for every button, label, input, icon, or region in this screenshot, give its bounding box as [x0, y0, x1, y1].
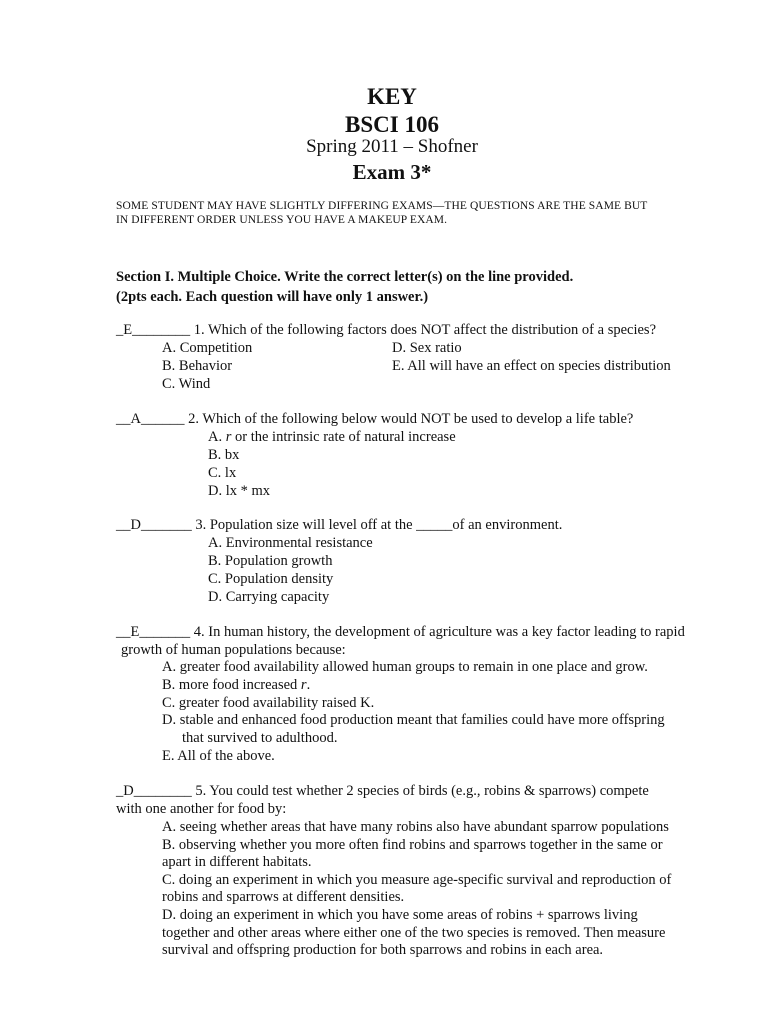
option-c: C. doing an experiment in which you measure age-specific survival and reproduction of: [162, 872, 672, 888]
notice-line: IN DIFFERENT ORDER UNLESS YOU HAVE A MAKEUP EXAM.: [116, 214, 448, 226]
question-text: 4. In human history, the development of agriculture was a key factor leading to rapid: [193, 624, 685, 640]
option-c: C. Population density: [208, 571, 334, 587]
option-d: D. doing an experiment in which you have some areas of robins + sparrows living: [162, 907, 638, 923]
option-d-continued: together and other areas where either one of the two species is removed. Then measure: [162, 925, 666, 941]
option-label: A.: [208, 429, 226, 445]
section-heading: Section I. Multiple Choice. Write the correct letter(s) on the line provided.: [116, 269, 574, 285]
question-1: [116, 321, 656, 339]
question-text: 2. Which of the following below would NOT be used to develop a life table?: [188, 411, 634, 427]
option-b: B. Population growth: [208, 553, 333, 569]
option-d-continued: survival and offspring production for both sparrows and robins in each area.: [162, 942, 604, 958]
question-text-continued: with one another for food by:: [116, 801, 287, 817]
italic-r: r: [225, 429, 232, 445]
option-c: C. Wind: [162, 376, 211, 392]
option-a: A. Environmental resistance: [208, 535, 373, 551]
notice-line: SOME STUDENT MAY HAVE SLIGHTLY DIFFERING EXAMS—THE QUESTIONS ARE THE SAME BUT: [116, 200, 648, 212]
option-b: B. bx: [208, 447, 240, 463]
option-d: D. stable and enhanced food production meant that families could have more offspring: [162, 712, 665, 728]
option-text: .: [306, 677, 311, 693]
question-text: 5. You could test whether 2 species of birds (e.g., robins & sparrows) compete: [195, 783, 649, 799]
option-a: A. greater food availability allowed human groups to remain in one place and grow.: [162, 659, 648, 675]
question-text: 3. Population size will level off at the _____of an environment.: [195, 517, 563, 533]
option-b: B. Behavior: [162, 358, 233, 374]
option-e: E. All will have an effect on species distribution: [392, 358, 671, 374]
option-e: E. All of the above.: [162, 748, 275, 764]
question-2: [116, 410, 633, 428]
course-title: BSCI 106: [345, 112, 439, 137]
section-instructions: (2pts each. Each question will have only 1 answer.): [116, 289, 429, 305]
answer-blank: _D________: [116, 783, 192, 799]
option-b: [162, 676, 310, 694]
question-3: [116, 516, 562, 534]
answer-blank: __E_______: [116, 624, 191, 640]
notice: [116, 199, 716, 227]
question-text-continued: growth of human populations because:: [121, 642, 346, 658]
question-text: 1. Which of the following factors does NOT affect the distribution of a species?: [193, 322, 656, 338]
answer-blank: __A______: [116, 411, 185, 427]
option-c-continued: robins and sparrows at different densities.: [162, 889, 405, 905]
option-c: C. lx: [208, 465, 237, 481]
question-4: [116, 623, 685, 641]
answer-blank: __D_______: [116, 517, 192, 533]
option-a: A. Competition: [162, 340, 253, 356]
term-line: Spring 2011 – Shofner: [306, 136, 478, 157]
option-label: B. more food increased: [162, 677, 301, 693]
option-d-continued: that survived to adulthood.: [182, 730, 338, 746]
option-a: A. seeing whether areas that have many robins also have abundant sparrow populations: [162, 819, 669, 835]
answer-blank: _E________: [116, 322, 191, 338]
exam-title: Exam 3*: [352, 160, 432, 184]
option-b-continued: apart in different habitats.: [162, 854, 312, 870]
option-d: D. lx * mx: [208, 483, 271, 499]
option-text: or the intrinsic rate of natural increase: [231, 429, 456, 445]
option-d: D. Carrying capacity: [208, 589, 330, 605]
option-d: D. Sex ratio: [392, 340, 462, 356]
option-b: B. observing whether you more often find robins and sparrows together in the same or: [162, 837, 663, 853]
italic-r: r: [300, 677, 307, 693]
question-5: [116, 782, 649, 800]
option-c: C. greater food availability raised K.: [162, 695, 375, 711]
key-title: KEY: [367, 84, 417, 109]
option-a: [208, 428, 456, 446]
